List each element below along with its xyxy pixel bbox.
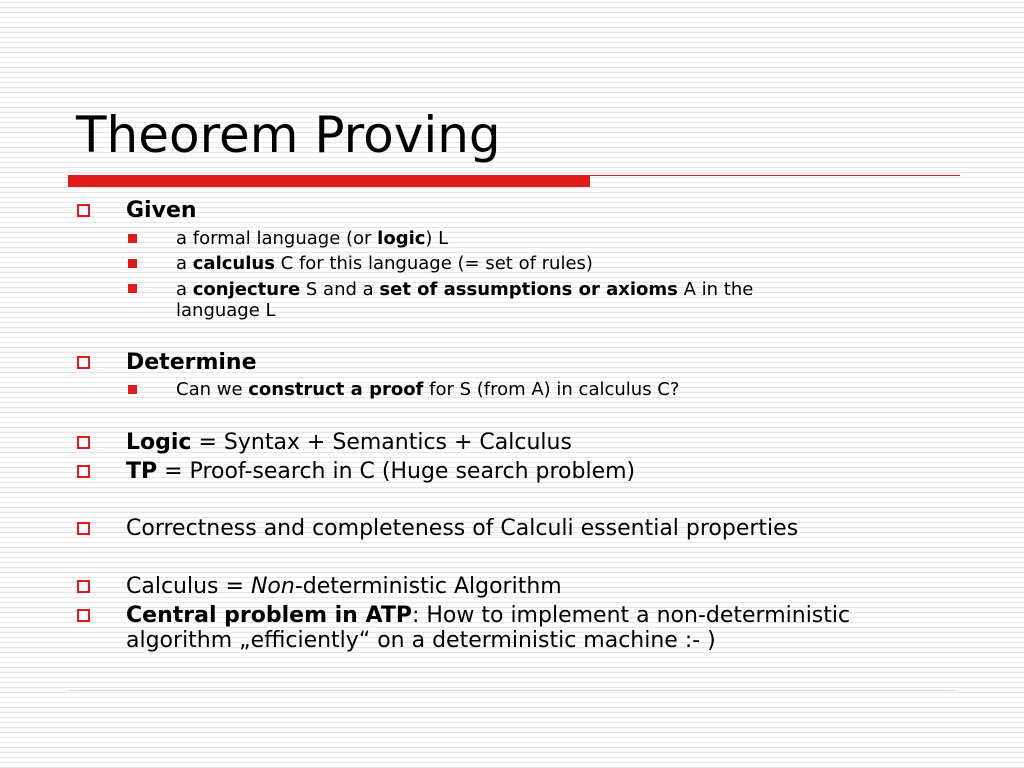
title-underline-thin [590,175,960,176]
filled-square-bullet-icon [128,259,137,268]
logic-line: Logic = Syntax + Semantics + Calculus [126,430,572,455]
determine-item-1: Can we construct a proof for S (from A) in calculus C? [176,379,680,400]
slide-title: Theorem Proving [76,106,501,164]
determine-heading: Determine [126,350,257,375]
central-problem-continuation: algorithm „efficiently“ on a deterministic machine :- ) [126,628,716,653]
hollow-square-bullet-icon [77,522,90,535]
given-item-3-continuation: language L [176,300,276,321]
tp-line: TP = Proof-search in C (Huge search problem) [126,459,636,484]
hollow-square-bullet-icon [77,356,90,369]
title-underline-thick [68,175,590,187]
filled-square-bullet-icon [128,385,137,394]
correctness-line: Correctness and completeness of Calculi essential properties [126,516,799,541]
given-item-3: a conjecture S and a set of assumptions or axioms A in the [176,279,754,300]
given-item-2: a calculus C for this language (= set of rules) [176,253,593,274]
hollow-square-bullet-icon [77,609,90,622]
central-problem-line: Central problem in ATP: How to implement a non-deterministic [126,603,851,628]
hollow-square-bullet-icon [77,204,90,217]
hollow-square-bullet-icon [77,465,90,478]
hollow-square-bullet-icon [77,580,90,593]
footer-divider [68,690,956,691]
hollow-square-bullet-icon [77,436,90,449]
filled-square-bullet-icon [128,284,137,293]
given-item-1: a formal language (or logic) L [176,228,449,249]
given-heading: Given [126,198,197,223]
filled-square-bullet-icon [128,234,137,243]
calculus-line: Calculus = Non-deterministic Algorithm [126,574,562,599]
